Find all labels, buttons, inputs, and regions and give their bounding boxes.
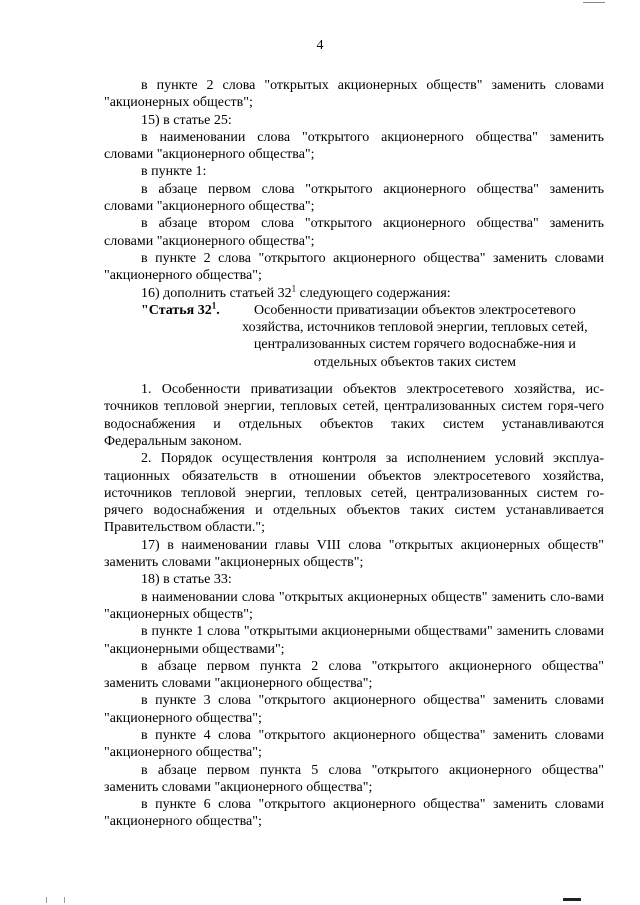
article-label-prefix: "Статья 32	[141, 302, 212, 318]
paragraph: в абзаце первом пункта 2 слова "открытого акционерного общества" заменить словами "акционерного общества";	[104, 658, 604, 692]
item-16-paragraph	[104, 282, 604, 302]
scan-mark-bottom-right	[563, 898, 581, 901]
article-heading	[104, 302, 604, 371]
paragraph: в абзаце втором слова "открытого акционерного общества" заменить словами "акционерного общества";	[104, 216, 604, 249]
paragraph: в пункте 1 слова "открытыми акционерными обществами" заменить словами "акционерными обществами";	[104, 624, 604, 657]
paragraph: в пункте 2 слова "открытого акционерного общества" заменить словами "акционерного общества";	[104, 250, 604, 284]
article-label	[104, 302, 220, 371]
paragraph: в наименовании слова "открытых акционерных обществ" заменить сло-вами "акционерных обществ";	[104, 589, 604, 622]
page-number: 4	[316, 38, 324, 53]
paragraph: в абзаце первом пункта 5 слова "открытого акционерного общества" заменить словами "акционерного общества";	[104, 762, 604, 795]
paragraph: в пункте 4 слова "открытого акционерного общества" заменить словами "акционерного общества";	[104, 727, 604, 761]
document-body	[104, 77, 604, 831]
article-title: Особенности приватизации объектов электросетевого хозяйства, источников тепловой энергии, тепловых сетей, централизованных систем горячего водоснабже-ния и отдельных объектов таких систем	[242, 302, 588, 370]
article-label-superscript: 1	[211, 300, 217, 311]
item-16-superscript: 1	[291, 282, 297, 293]
item-16-text: 16) дополнить статьей 32	[141, 285, 292, 301]
item-16-tail: следующего содержания:	[296, 285, 451, 301]
article-label-suffix: .	[216, 302, 220, 318]
scan-mark-bottom-left-2	[64, 897, 65, 903]
scan-mark-bottom-left	[46, 897, 47, 903]
paragraph: в наименовании слова "открытого акционерного общества" заменить словами "акционерного общества";	[104, 129, 604, 163]
paragraph: в пункте 2 слова "открытых акционерных обществ" заменить словами "акционерных обществ";	[104, 78, 604, 111]
paragraph: в абзаце первом слова "открытого акционерного общества" заменить словами "акционерного общества";	[104, 181, 604, 215]
paragraph: в пункте 6 слова "открытого акционерного общества" заменить словами "акционерного общества";	[104, 797, 604, 830]
paragraph: 17) в наименовании главы VIII слова "открытых акционерных обществ" заменить словами "акционерных обществ";	[104, 537, 604, 571]
scan-mark-top-right	[583, 2, 605, 3]
article-paragraph: 2. Порядок осуществления контроля за исполнением условий эксплуа-тационных обязательств в отношении объектов электросетевого хозяйства, источников тепловой энергии, тепловых сетей, централизованных систем го-рячего водоснабжения и отдельных объектов таких систем устанавливается Правительством области.";	[104, 451, 604, 536]
article-paragraph: 1. Особенности приватизации объектов электросетевого хозяйства, ис-точников тепловой энергии, тепловых сетей, централизованных систем горя-чего водоснабжения и отдельных объектов таких систем устанавливаются Федеральным законом.	[104, 382, 604, 449]
paragraph: в пункте 1:	[141, 164, 207, 180]
paragraph: 15) в статье 25:	[141, 112, 232, 128]
paragraph: 18) в статье 33:	[141, 572, 232, 588]
paragraph: в пункте 3 слова "открытого акционерного общества" заменить словами "акционерного общества";	[104, 693, 604, 726]
